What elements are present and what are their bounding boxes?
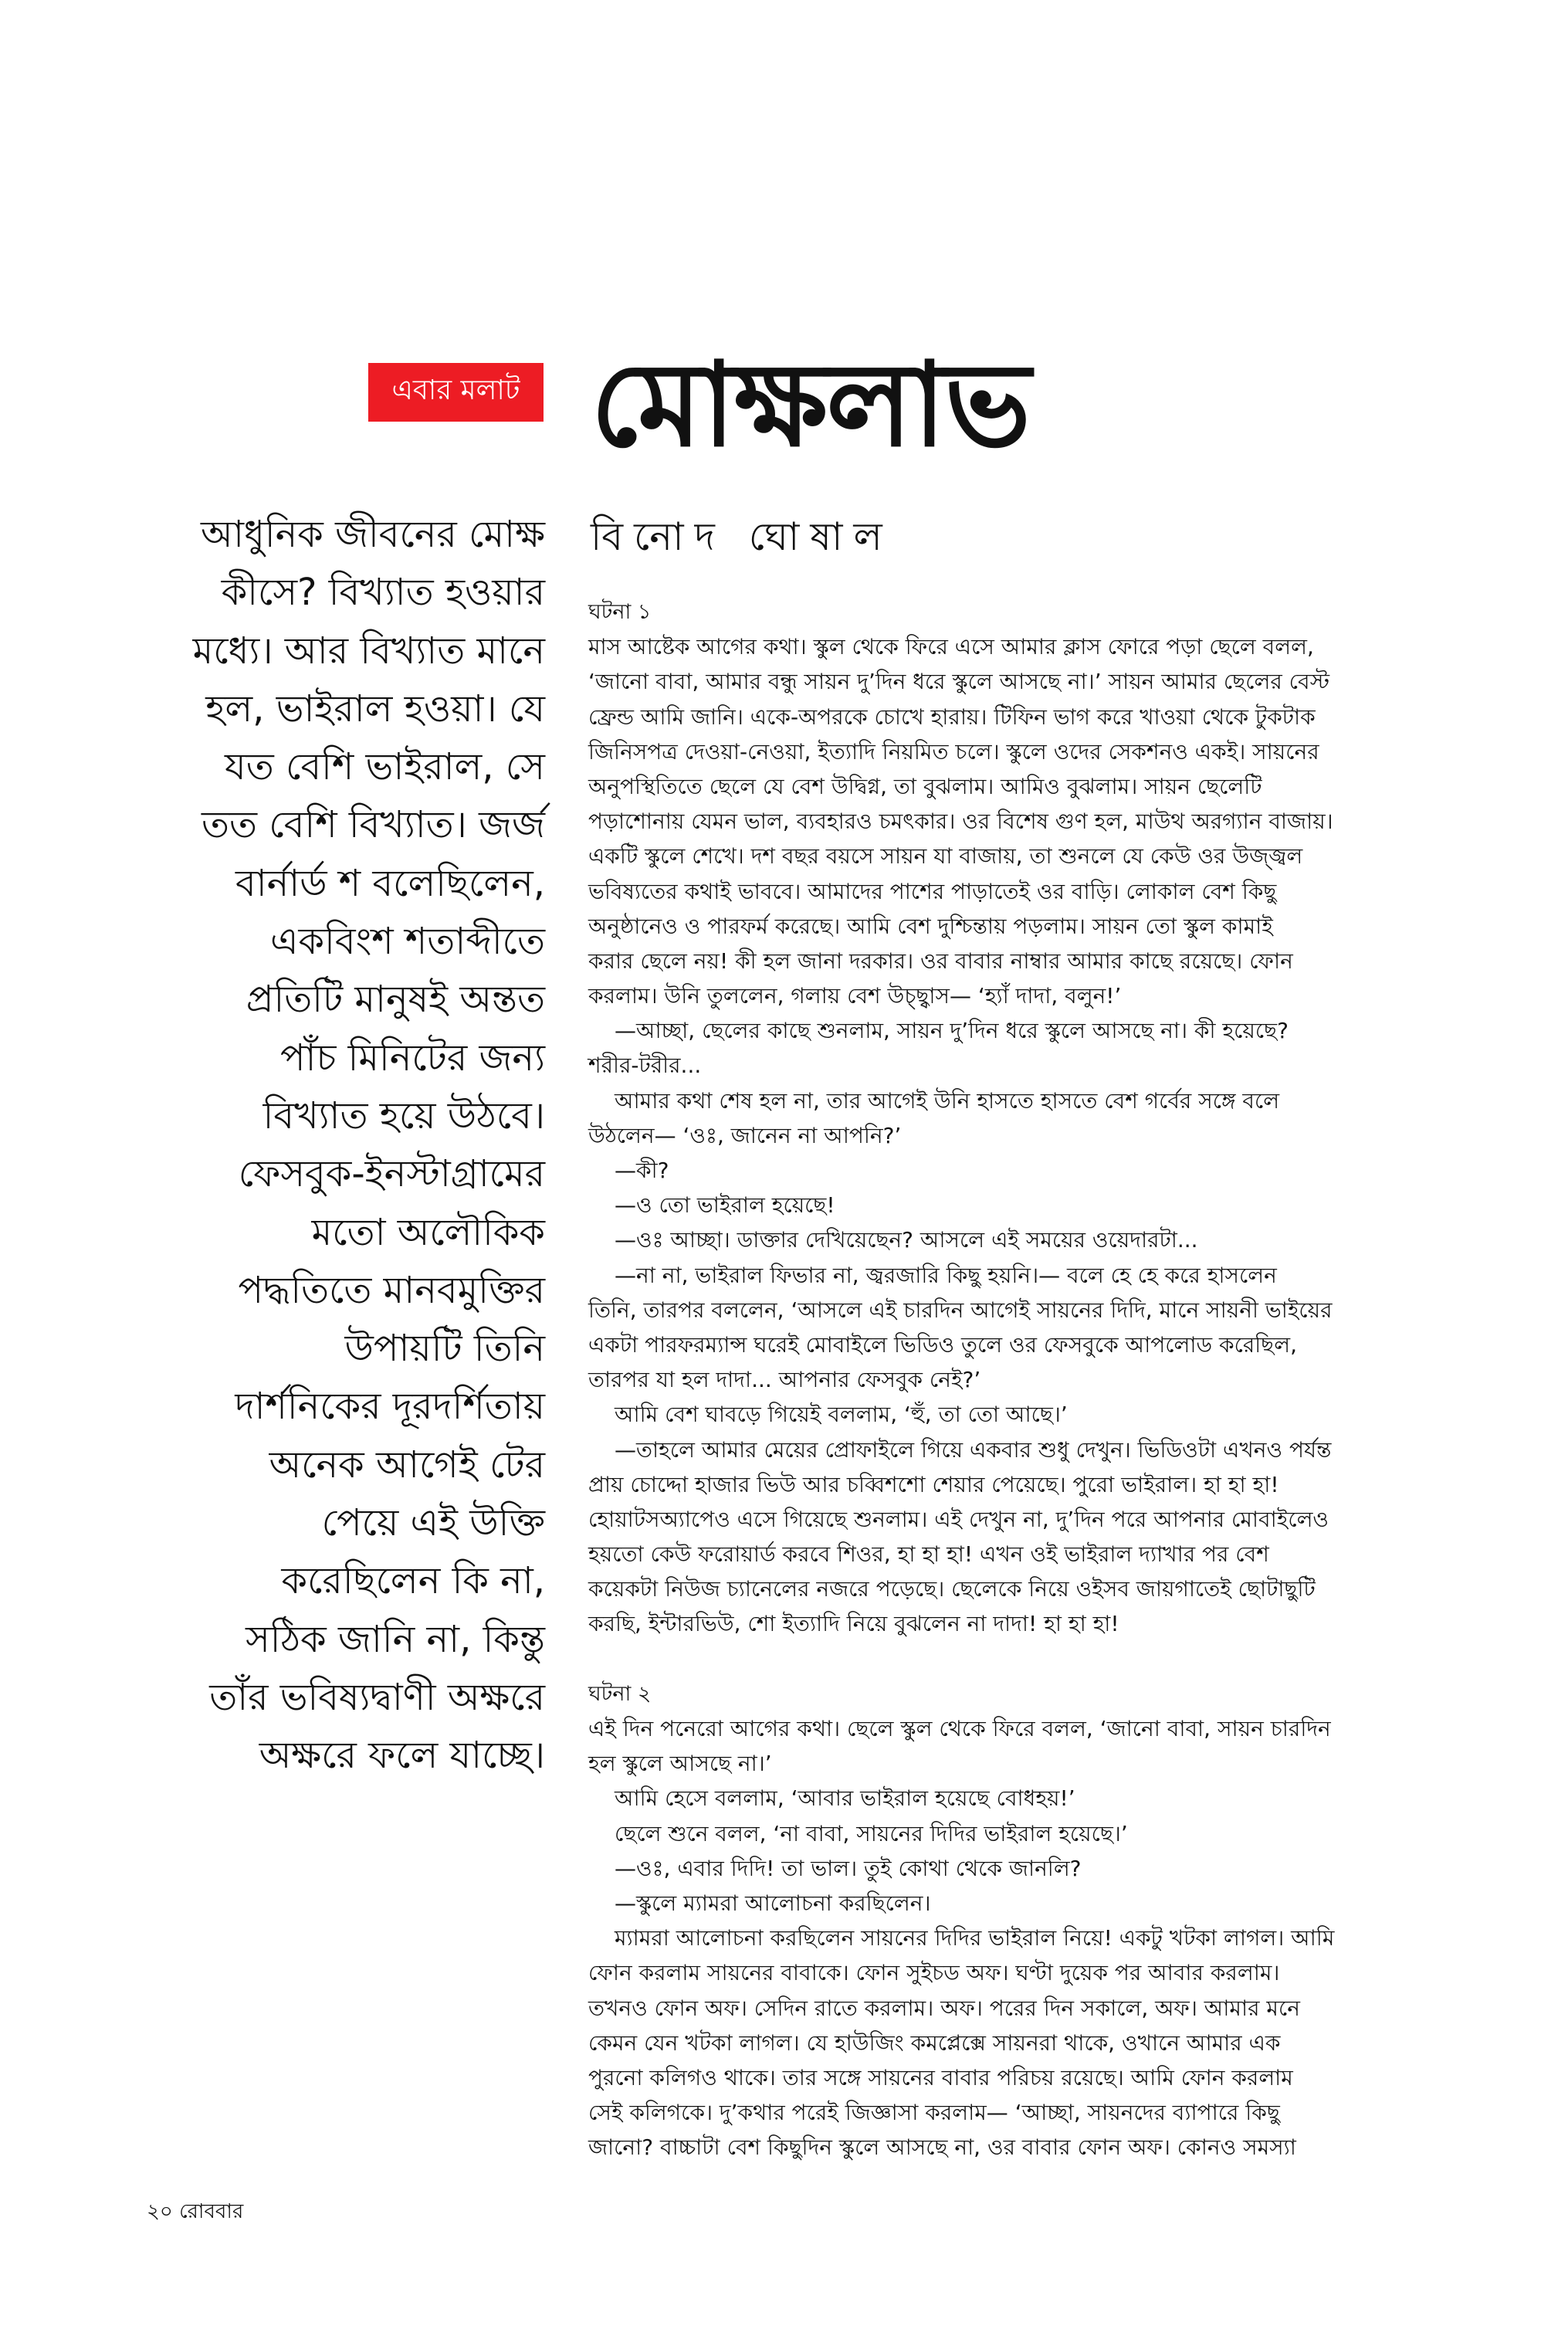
body-line: শরীর-টরীর...: [588, 1053, 702, 1079]
section-2-text: [588, 1711, 1434, 2165]
pull-quote-line: কীসে? বিখ্যাত হওয়ার: [221, 571, 545, 615]
pull-quote-line: করেছিলেন কি না,: [281, 1559, 545, 1603]
body-line: ম্যামরা আলোচনা করছিলেন সায়নের দিদির ভাইরাল নিয়ে! একটু খটকা লাগল। আমি: [615, 1925, 1335, 1951]
pull-quote-line: পেয়ে এই উক্তি: [321, 1501, 545, 1545]
pull-quote-line: মধ্যে। আর বিখ্যাত মানে: [192, 629, 545, 673]
pull-quote-line: তাঁর ভবিষ্যদ্বাণী অক্ষরে: [209, 1675, 545, 1719]
pull-quote-line: উপায়টি তিনি: [344, 1327, 545, 1371]
body-line: মাস আষ্টেক আগের কথা। স্কুল থেকে ফিরে এসে আমার ক্লাস ফোরে পড়া ছেলে বলল,: [588, 634, 1314, 660]
body-line: অনুপস্থিতিতে ছেলে যে বেশ উদ্বিগ্ন, তা বুঝলাম। আমিও বুঝলাম। সায়ন ছেলেটি: [588, 773, 1262, 799]
section-heading: ঘটনা ১: [588, 600, 652, 624]
body-line: হোয়াটসঅ্যাপেও এসে গিয়েছে শুনলাম। এই দেখুন না, দু’দিন পরে আপনার মোবাইলেও: [588, 1506, 1329, 1532]
body-line: আমার কথা শেষ হল না, তার আগেই উনি হাসতে হাসতে বেশ গর্বের সঙ্গে বলে: [615, 1087, 1280, 1114]
body-line: ‘জানো বাবা, আমার বন্ধু সায়ন দু’দিন ধরে স্কুলে আসছে না।’ সায়ন আমার ছেলের বেস্ট: [588, 669, 1330, 695]
pull-quote-line: আধুনিক জীবনের মোক্ষ: [200, 513, 545, 556]
body-line: পড়াশোনায় যেমন ভাল, ব্যবহারও চমৎকার। ওর বিশেষ গুণ হল, মাউথ অরগ্যান বাজায়।: [588, 809, 1333, 835]
author-byline: বিনোদ ঘোষাল: [591, 514, 893, 559]
section-gap: [588, 1642, 1434, 1677]
body-line: একটা পারফরম্যান্স ঘরেই মোবাইলে ভিডিও তুলে ওর ফেসবুকে আপলোড করেছিল,: [588, 1331, 1297, 1358]
pull-quote-line: ফেসবুক-ইনস্টাগ্রামের: [238, 1152, 545, 1196]
pull-quote-line: বার্নার্ড শ বলেছিলেন,: [235, 861, 545, 905]
article-title: মোক্ষলাভ: [591, 338, 1030, 473]
body-line: —না না, ভাইরাল ফিভার না, জ্বরজারি কিছু হয়নি।— বলে হে হে করে হাসলেন: [615, 1262, 1277, 1288]
section-badge: [368, 363, 544, 422]
body-line: জিনিসপত্র দেওয়া-নেওয়া, ইত্যাদি নিয়মিত চলে। স্কুলে ওদের সেকশনও একই। সায়নের: [588, 738, 1319, 765]
pull-quote-line: অক্ষরে ফলে যাচ্ছে।: [259, 1734, 545, 1778]
body-line: করার ছেলে নয়! কী হল জানা দরকার। ওর বাবার নাম্বার আমার কাছে রয়েছে। ফোন: [588, 948, 1293, 974]
article-body: [588, 595, 1434, 2165]
pull-quote-line: পদ্ধতিতে মানবমুক্তির: [238, 1268, 545, 1312]
pull-quote-line: অনেক আগেই টের: [269, 1443, 545, 1487]
body-line: প্রায় চোদ্দো হাজার ভিউ আর চব্বিশশো শেয়ার পেয়েছে। পুরো ভাইরাল। হা হা হা!: [588, 1471, 1279, 1497]
body-line: ভবিষ্যতের কথাই ভাববে। আমাদের পাশের পাড়াতেই ওর বাড়ি। লোকাল বেশ কিছু: [588, 878, 1277, 904]
body-line: অনুষ্ঠানেও ও পারফর্ম করেছে। আমি বেশ দুশ্চিন্তায় পড়লাম। সায়ন তো স্কুল কামাই: [588, 913, 1273, 939]
body-line: সেই কলিগকে। দু’কথার পরেই জিজ্ঞাসা করলাম— ‘আচ্ছা, সায়নদের ব্যাপারে কিছু: [588, 2100, 1280, 2126]
pull-quote-line: বিখ্যাত হয়ে উঠবে।: [262, 1093, 545, 1138]
pull-quote-line: হল, ভাইরাল হওয়া। যে: [205, 687, 545, 731]
pull-quote-line: প্রতিটি মানুষই অন্তত: [246, 978, 545, 1022]
body-line: জানো? বাচ্চাটা বেশ কিছুদিন স্কুলে আসছে না, ওর বাবার ফোন অফ। কোনও সমস্যা: [588, 2134, 1296, 2161]
pull-quote-line: একবিংশ শতাব্দীতে: [270, 920, 545, 964]
section-heading: ঘটনা ২: [588, 1681, 652, 1706]
pull-quote-line: সঠিক জানি না, কিন্তু: [246, 1617, 545, 1661]
body-line: করলাম। উনি তুললেন, গলায় বেশ উচ্ছ্বাস— ‘হ্যাঁ দাদা, বলুন!’: [588, 983, 1122, 1009]
section-1-text: [588, 629, 1434, 1641]
pull-quote-line: যত বেশি ভাইরাল, সে: [225, 745, 545, 789]
body-line: এই দিন পনেরো আগের কথা। ছেলে স্কুল থেকে ফিরে বলল, ‘জানো বাবা, সায়ন চারদিন: [588, 1716, 1331, 1741]
body-line: —স্কুলে ম্যামরা আলোচনা করছিলেন।: [615, 1890, 931, 1916]
body-line: ছেলে শুনে বলল, ‘না বাবা, সায়নের দিদির ভাইরাল হয়েছে।’: [615, 1820, 1128, 1846]
body-line: কেমন যেন খটকা লাগল। যে হাউজিং কমপ্লেক্সে সায়নরা থাকে, ওখানে আমার এক: [588, 2029, 1281, 2056]
body-line: কয়েকটা নিউজ চ্যানেলের নজরে পড়েছে। ছেলেকে নিয়ে ওইসব জায়গাতেই ছোটাছুটি: [588, 1576, 1316, 1602]
body-line: উঠলেন— ‘ওঃ, জানেন না আপনি?’: [588, 1122, 902, 1148]
body-line: —তাহলে আমার মেয়ের প্রোফাইলে গিয়ে একবার শুধু দেখুন। ভিডিওটা এখনও পর্যন্ত: [615, 1436, 1332, 1463]
body-line: আমি বেশ ঘাবড়ে গিয়েই বললাম, ‘হুঁ, তা তো আছে।’: [615, 1402, 1068, 1428]
body-line: ফ্রেন্ড আমি জানি। একে-অপরকে চোখে হারায়। টিফিন ভাগ করে খাওয়া থেকে টুকটাক: [588, 704, 1316, 730]
pull-quote-line: তত বেশি বিখ্যাত। জর্জ: [201, 803, 545, 847]
body-line: পুরনো কলিগও থাকে। তার সঙ্গে সায়নের বাবার পরিচয় রয়েছে। আমি ফোন করলাম: [588, 2064, 1293, 2090]
body-line: —ওঃ, এবার দিদি! তা ভাল। তুই কোথা থেকে জানলি?: [615, 1855, 1082, 1881]
body-line: তখনও ফোন অফ। সেদিন রাতে করলাম। অফ। পরের দিন সকালে, অফ। আমার মনে: [588, 1995, 1300, 2021]
body-line: করছি, ইন্টারভিউ, শো ইত্যাদি নিয়ে বুঝলেন না দাদা! হা হা হা!: [588, 1611, 1119, 1637]
body-line: হয়তো কেউ ফরোয়ার্ড করবে শিওর, হা হা হা! এখন ওই ভাইরাল দ্যাখার পর বেশ: [588, 1541, 1269, 1568]
pull-quote: [113, 506, 545, 1785]
body-line: আমি হেসে বললাম, ‘আবার ভাইরাল হয়েছে বোধহয়!’: [615, 1785, 1075, 1812]
body-line: —আচ্ছা, ছেলের কাছে শুনলাম, সায়ন দু’দিন ধরে স্কুলে আসছে না। কী হয়েছে?: [615, 1018, 1289, 1044]
pull-quote-line: দার্শনিকের দূরদর্শিতায়: [235, 1385, 545, 1429]
page-footer: ২০ রোববার: [147, 2200, 244, 2223]
pull-quote-line: মতো অলৌকিক: [311, 1210, 545, 1254]
pull-quote-line: পাঁচ মিনিটের জন্য: [279, 1036, 545, 1080]
body-line: তিনি, তারপর বললেন, ‘আসলে এই চারদিন আগেই সায়নের দিদি, মানে সায়নী ভাইয়ের: [588, 1297, 1333, 1323]
body-line: —কী?: [615, 1158, 669, 1183]
body-line: ফোন করলাম সায়নের বাবাকে। ফোন সুইচড অফ। ঘণ্টা দুয়েক পর আবার করলাম।: [588, 1960, 1280, 1986]
section-badge-label: এবার মলাট: [391, 375, 520, 406]
body-line: তারপর যা হল দাদা... আপনার ফেসবুক নেই?’: [588, 1367, 981, 1393]
body-line: —ও তো ভাইরাল হয়েছে!: [615, 1192, 835, 1219]
body-line: হল স্কুলে আসছে না।’: [588, 1751, 772, 1777]
body-line: —ওঃ আচ্ছা। ডাক্তার দেখিয়েছেন? আসলে এই সময়ের ওয়েদারটা...: [615, 1227, 1198, 1253]
body-line: একটি স্কুলে শেখে। দশ বছর বয়সে সায়ন যা বাজায়, তা শুনলে যে কেউ ওর উজ্জ্বল: [588, 843, 1303, 870]
